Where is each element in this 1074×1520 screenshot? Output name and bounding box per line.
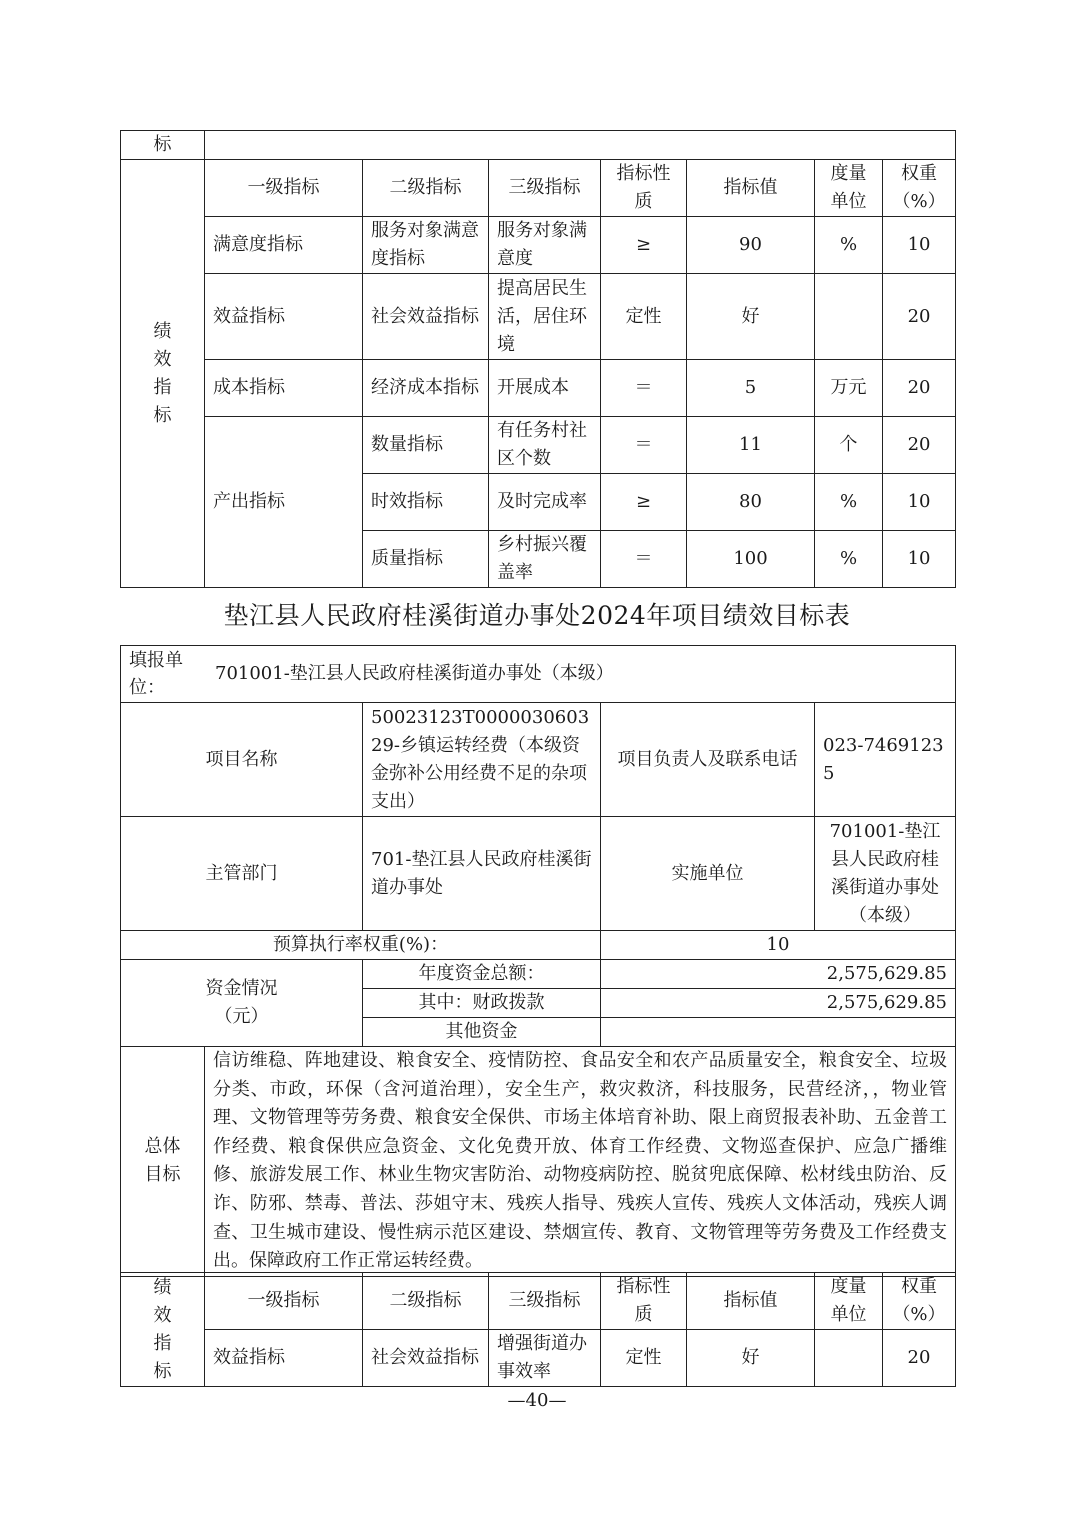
performance-indicators-table	[120, 1272, 956, 1387]
dept-label: 主管部门	[121, 817, 363, 931]
other-funds-label: 其他资金	[363, 1018, 601, 1047]
header-weight: 权重（%）	[883, 160, 956, 217]
cell-l2: 时效指标	[363, 474, 489, 531]
perf-label	[121, 160, 205, 588]
cell-value: 5	[687, 360, 815, 417]
cell-weight: 20	[883, 360, 956, 417]
cell-unit: 个	[815, 417, 883, 474]
cell-unit: %	[815, 217, 883, 274]
impl-label: 实施单位	[601, 817, 815, 931]
cell-l1: 效益指标	[205, 274, 363, 360]
document-title: 垫江县人民政府桂溪街道办事处2024年项目绩效目标表	[223, 601, 851, 630]
overall-goal-text: 信访维稳、阵地建设、粮食安全、疫情防控、食品安全和农产品质量安全，粮食安全、垃圾分类、市政，环保（含河道治理），安全生产，救灾救济，科技服务，民营经济，，物业管理、文物管理等劳务费、粮食安全保供、市场主体培育补助、限上商贸报表补助、五金普工作经费、粮食保供应急资金、文化免费开放、体育工作经费、文物巡查保护、应急广播维修、旅游发展工作、林业生物灾害防治、动物疫病防控、脱贫兜底保障、松材线虫防治、反诈、防邪、禁毒、普法、莎姐守末、残疾人指导、残疾人宣传、残疾人文体活动，残疾人调查、卫生城市建设、慢性病示范区建设、禁烟宣传、教育、文物管理等劳务费及工作经费支出。保障政府工作正常运转经费。	[205, 1047, 956, 1277]
cell-l2: 经济成本指标	[363, 360, 489, 417]
perf-label-text: 绩效指标	[153, 1276, 172, 1382]
perf-label	[121, 1273, 205, 1387]
reporting-unit-label: 填报单位：	[129, 650, 183, 698]
cell-l1: 产出指标	[205, 417, 363, 588]
header-value: 指标值	[687, 1273, 815, 1330]
cell-nature: 定性	[601, 1330, 687, 1387]
cell-value: 90	[687, 217, 815, 274]
cell-unit: 万元	[815, 360, 883, 417]
cell-l1: 成本指标	[205, 360, 363, 417]
project-name-label: 项目名称	[121, 703, 363, 817]
header-nature: 指标性质	[601, 1273, 687, 1330]
header-unit: 度量单位	[815, 160, 883, 217]
budget-rate-value: 10	[601, 931, 956, 960]
cell-l2: 服务对象满意度指标	[363, 217, 489, 274]
header-l1: 一级指标	[205, 160, 363, 217]
annual-total-value: 2,575,629.85	[601, 960, 956, 989]
cell-l3: 及时完成率	[489, 474, 601, 531]
table-row	[121, 417, 956, 474]
cell-l2: 社会效益指标	[363, 274, 489, 360]
dept-value: 701-垫江县人民政府桂溪街道办事处	[363, 817, 601, 931]
cell-weight: 20	[883, 1330, 956, 1387]
contact-value: 023-74691235	[815, 703, 956, 817]
header-nature: 指标性质	[601, 160, 687, 217]
cell-nature: ＝	[601, 417, 687, 474]
other-funds-value	[601, 1018, 956, 1047]
table-row	[121, 274, 956, 360]
header-value: 指标值	[687, 160, 815, 217]
header-l2: 二级指标	[363, 1273, 489, 1330]
cell-nature: ＝	[601, 360, 687, 417]
funds-label	[121, 960, 363, 1047]
cell-nature: ＝	[601, 531, 687, 588]
cell-unit	[815, 274, 883, 360]
cell-unit: %	[815, 531, 883, 588]
cell-l2: 质量指标	[363, 531, 489, 588]
header-l3: 三级指标	[489, 1273, 601, 1330]
performance-indicators-table-continued	[120, 130, 956, 588]
cell-value: 80	[687, 474, 815, 531]
cell-value: 100	[687, 531, 815, 588]
table-row	[121, 360, 956, 417]
cell-l2: 数量指标	[363, 417, 489, 474]
reporting-unit	[121, 646, 956, 703]
header-unit: 度量单位	[815, 1273, 883, 1330]
cell-nature: ≥	[601, 474, 687, 531]
project-info-table	[120, 645, 956, 1277]
funds-label-text: 资金情况（元）	[205, 978, 278, 1027]
project-name-value: 50023123T000003060329-乡镇运转经费（本级资金弥补公用经费不足的杂项支出）	[363, 703, 601, 817]
fiscal-value: 2,575,629.85	[601, 989, 956, 1018]
cell-l3: 提高居民生活，居住环境	[489, 274, 601, 360]
header-l3: 三级指标	[489, 160, 601, 217]
cell-l3: 乡村振兴覆盖率	[489, 531, 601, 588]
overall-goal-label-text: 总体目标	[144, 1136, 181, 1186]
cell-nature: 定性	[601, 274, 687, 360]
cell-unit: %	[815, 474, 883, 531]
header-weight: 权重（%）	[883, 1273, 956, 1330]
cell-value: 11	[687, 417, 815, 474]
cell-value: 好	[687, 1330, 815, 1387]
table-row	[121, 217, 956, 274]
header-l2: 二级指标	[363, 160, 489, 217]
cell-l2: 社会效益指标	[363, 1330, 489, 1387]
header-l1: 一级指标	[205, 1273, 363, 1330]
cell-weight: 10	[883, 531, 956, 588]
annual-total-label: 年度资金总额：	[363, 960, 601, 989]
fiscal-label: 其中：财政拨款	[363, 989, 601, 1018]
cell-weight: 10	[883, 474, 956, 531]
cell-unit	[815, 1330, 883, 1387]
table-row	[121, 1330, 956, 1387]
budget-rate-label: 预算执行率权重(%)：	[121, 931, 601, 960]
empty-cell	[205, 131, 956, 160]
cell-value: 好	[687, 274, 815, 360]
cell-weight: 20	[883, 417, 956, 474]
cell-l3: 增强街道办事效率	[489, 1330, 601, 1387]
impl-value: 701001-垫江县人民政府桂溪街道办事处（本级）	[815, 817, 956, 931]
cell-l1: 效益指标	[205, 1330, 363, 1387]
reporting-unit-value: 701001-垫江县人民政府桂溪街道办事处（本级）	[215, 663, 614, 684]
cell-l1: 满意度指标	[205, 217, 363, 274]
goal-label-tail: 标	[121, 131, 205, 160]
cell-l3: 开展成本	[489, 360, 601, 417]
cell-l3: 服务对象满意度	[489, 217, 601, 274]
perf-label-text: 绩效指标	[153, 320, 172, 426]
page-number: —40—	[507, 1390, 567, 1411]
overall-goal-label	[121, 1047, 205, 1277]
contact-label: 项目负责人及联系电话	[601, 703, 815, 817]
cell-weight: 20	[883, 274, 956, 360]
cell-l3: 有任务村社区个数	[489, 417, 601, 474]
cell-nature: ≥	[601, 217, 687, 274]
cell-weight: 10	[883, 217, 956, 274]
